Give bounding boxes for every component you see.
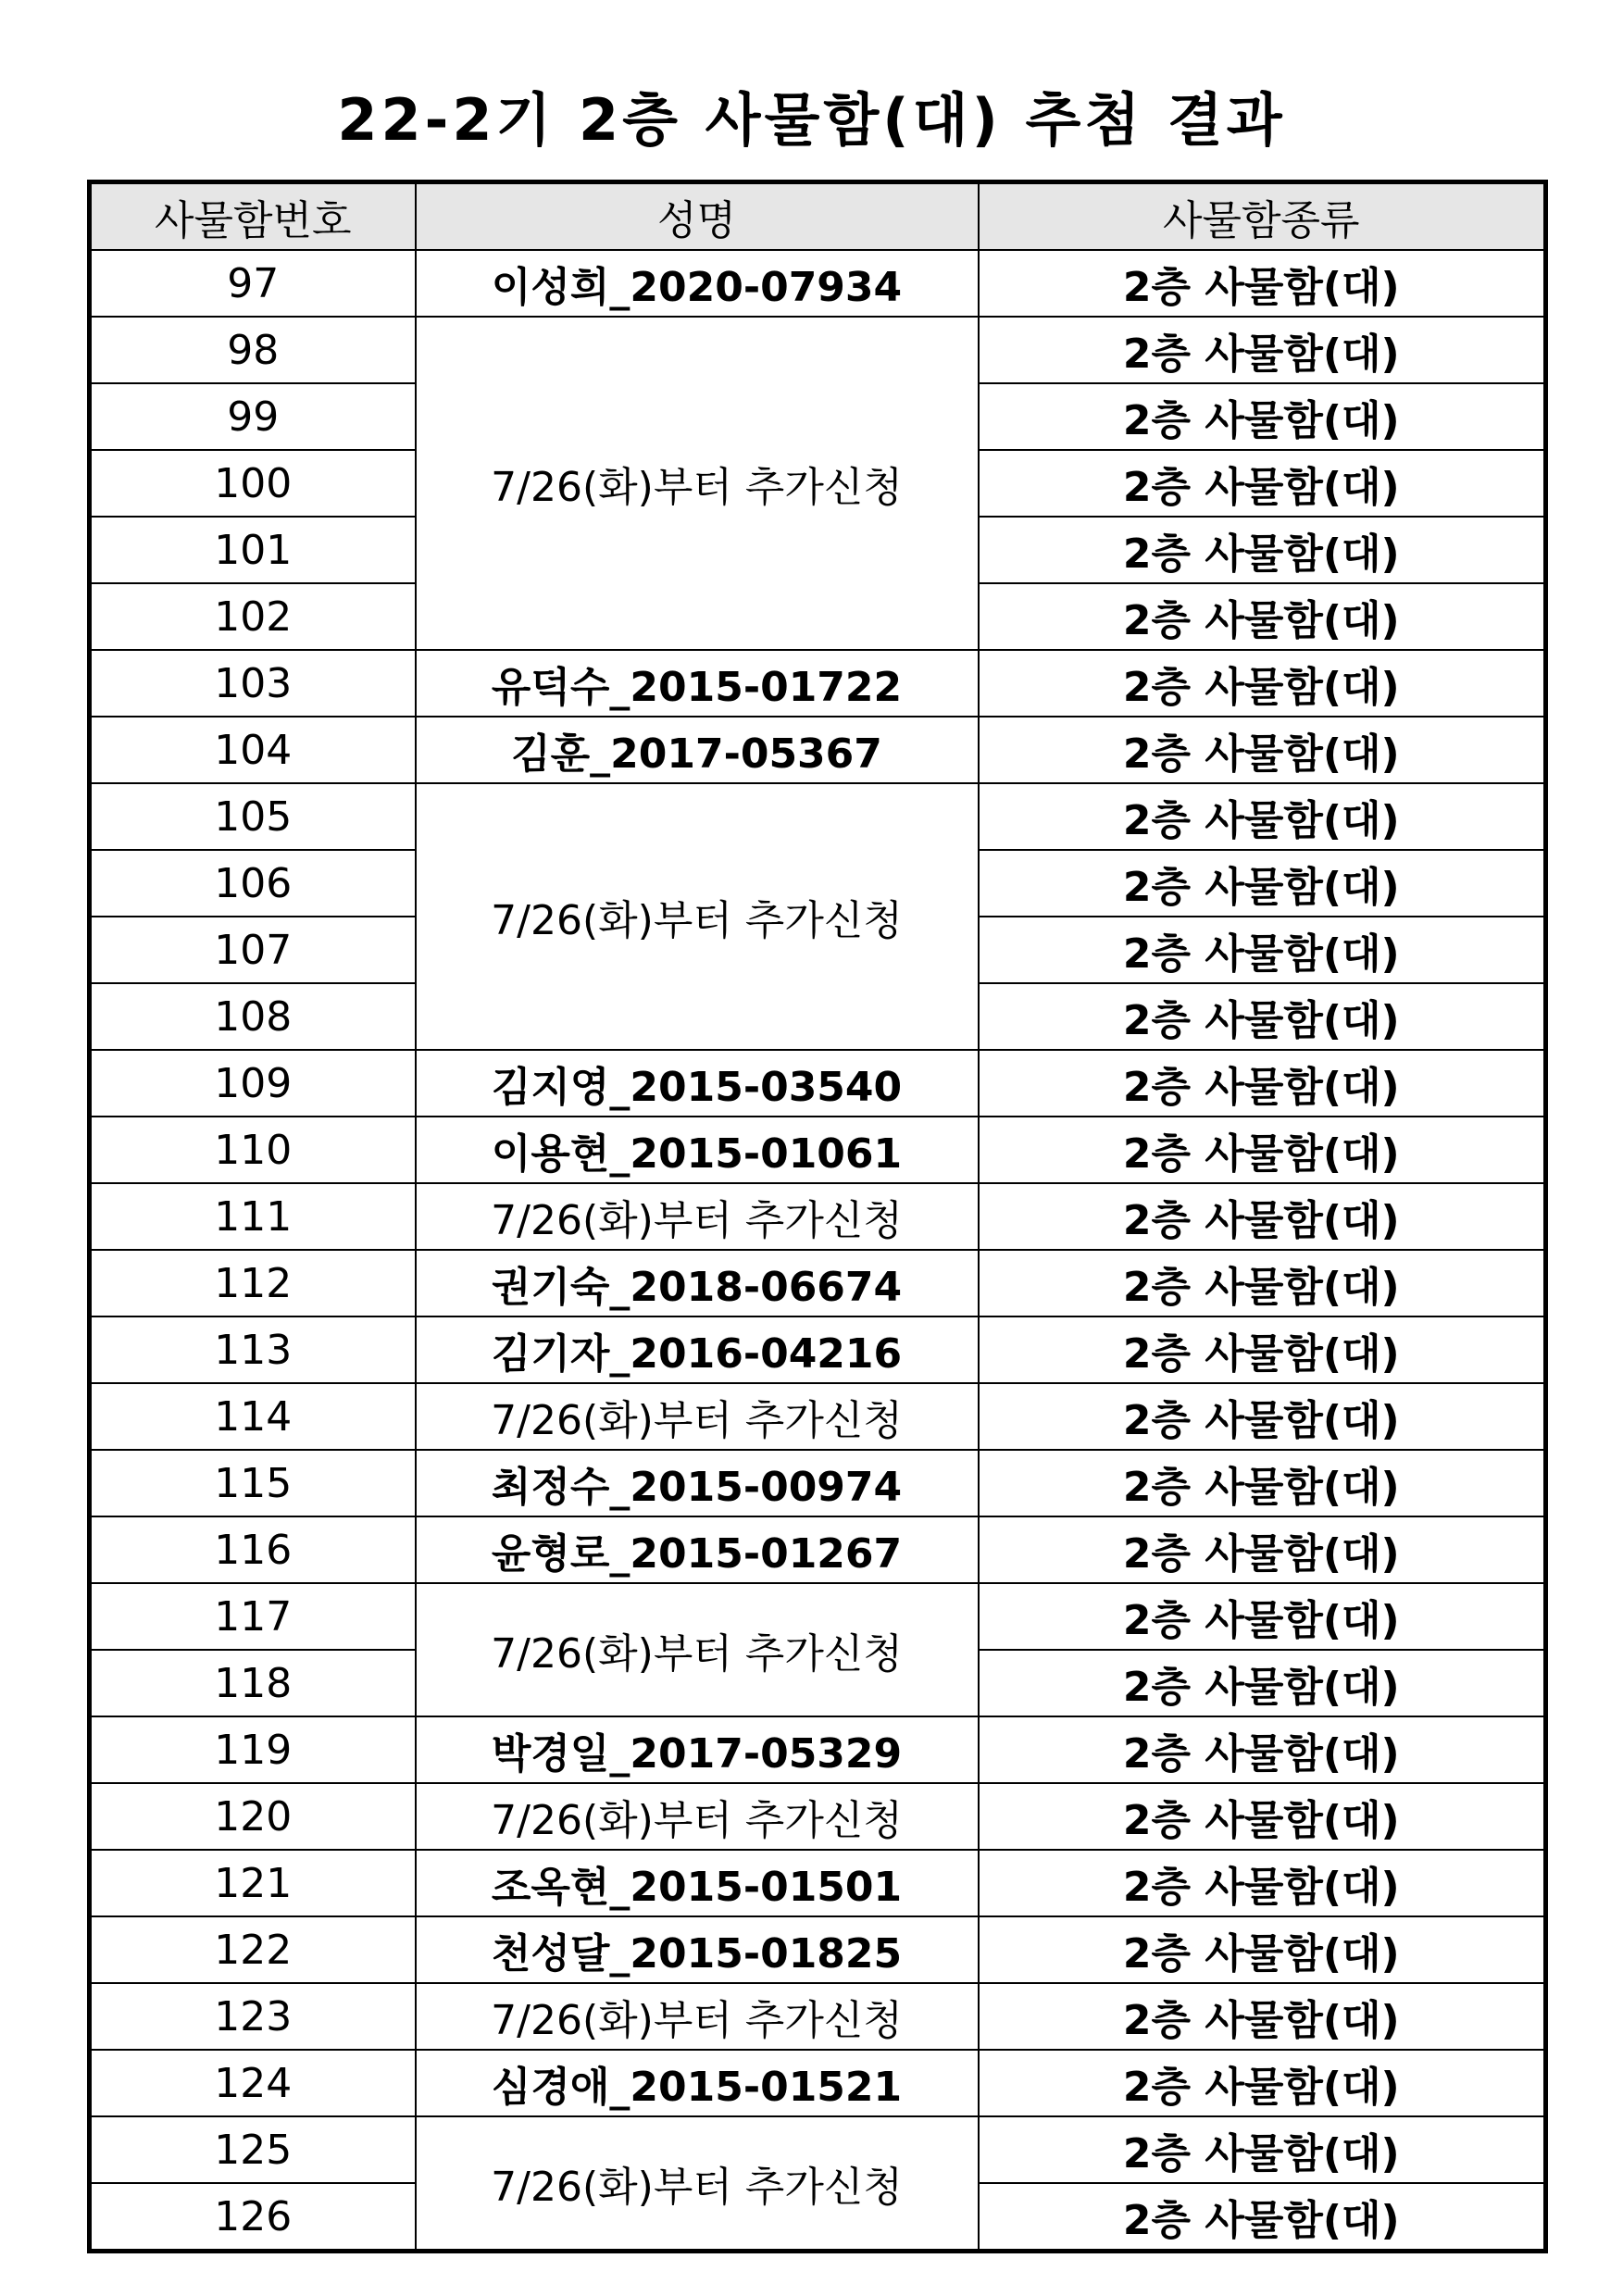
table-row [90, 1250, 1546, 1316]
locker-type-cell: 2층 사물함(대) [979, 1650, 1546, 1716]
locker-type-cell: 2층 사물함(대) [979, 1383, 1546, 1450]
table-row [90, 1850, 1546, 1916]
locker-type-cell: 2층 사물함(대) [979, 1916, 1546, 1983]
assignee-name-cell: 권기숙_2018-06674 [416, 1250, 979, 1316]
locker-number-cell: 111 [90, 1183, 416, 1250]
locker-type-cell: 2층 사물함(대) [979, 1250, 1546, 1316]
locker-type-cell: 2층 사물함(대) [979, 1716, 1546, 1783]
assignee-name-cell: 천성달_2015-01825 [416, 1916, 979, 1983]
locker-type-cell: 2층 사물함(대) [979, 850, 1546, 917]
locker-number-cell: 102 [90, 583, 416, 650]
locker-number-cell: 105 [90, 783, 416, 850]
locker-type-cell: 2층 사물함(대) [979, 383, 1546, 450]
locker-type-cell: 2층 사물함(대) [979, 1850, 1546, 1916]
locker-number-cell: 117 [90, 1583, 416, 1650]
assignee-name-cell: 이용현_2015-01061 [416, 1117, 979, 1183]
assignee-name-cell: 김기자_2016-04216 [416, 1316, 979, 1383]
additional-application-note-cell: 7/26(화)부터 추가신청 [416, 2116, 979, 2252]
locker-type-cell: 2층 사물함(대) [979, 1183, 1546, 1250]
locker-number-cell: 113 [90, 1316, 416, 1383]
locker-type-cell: 2층 사물함(대) [979, 317, 1546, 383]
locker-number-cell: 101 [90, 517, 416, 583]
table-row [90, 1783, 1546, 1850]
assignee-name-cell: 윤형로_2015-01267 [416, 1516, 979, 1583]
header-name: 성명 [416, 182, 979, 251]
header-locker-number: 사물함번호 [90, 182, 416, 251]
assignee-name-cell: 이성희_2020-07934 [416, 250, 979, 317]
locker-type-cell: 2층 사물함(대) [979, 250, 1546, 317]
locker-number-cell: 123 [90, 1983, 416, 2050]
locker-type-cell: 2층 사물함(대) [979, 2050, 1546, 2116]
table-row [90, 1583, 1546, 1650]
locker-number-cell: 97 [90, 250, 416, 317]
locker-number-cell: 124 [90, 2050, 416, 2116]
locker-number-cell: 126 [90, 2183, 416, 2252]
assignee-name-cell: 최정수_2015-00974 [416, 1450, 979, 1516]
locker-type-cell: 2층 사물함(대) [979, 517, 1546, 583]
locker-number-cell: 100 [90, 450, 416, 517]
locker-number-cell: 98 [90, 317, 416, 383]
locker-number-cell: 120 [90, 1783, 416, 1850]
table-row [90, 783, 1546, 850]
assignee-name-cell: 김훈_2017-05367 [416, 717, 979, 783]
locker-type-cell: 2층 사물함(대) [979, 917, 1546, 983]
additional-application-note-cell: 7/26(화)부터 추가신청 [416, 1583, 979, 1716]
table-row [90, 317, 1546, 383]
assignee-name-cell: 유덕수_2015-01722 [416, 650, 979, 717]
locker-number-cell: 107 [90, 917, 416, 983]
locker-number-cell: 119 [90, 1716, 416, 1783]
locker-number-cell: 122 [90, 1916, 416, 1983]
locker-type-cell: 2층 사물함(대) [979, 1983, 1546, 2050]
locker-number-cell: 114 [90, 1383, 416, 1450]
locker-number-cell: 99 [90, 383, 416, 450]
additional-application-note-cell: 7/26(화)부터 추가신청 [416, 783, 979, 1050]
table-row [90, 1050, 1546, 1117]
header-locker-type: 사물함종류 [979, 182, 1546, 251]
locker-type-cell: 2층 사물함(대) [979, 2183, 1546, 2252]
additional-application-note-cell: 7/26(화)부터 추가신청 [416, 1183, 979, 1250]
locker-number-cell: 118 [90, 1650, 416, 1716]
assignee-name-cell: 박경일_2017-05329 [416, 1716, 979, 1783]
table-row [90, 1916, 1546, 1983]
table-row [90, 1450, 1546, 1516]
locker-number-cell: 108 [90, 983, 416, 1050]
assignee-name-cell: 김지영_2015-03540 [416, 1050, 979, 1117]
locker-type-cell: 2층 사물함(대) [979, 1783, 1546, 1850]
table-row [90, 1983, 1546, 2050]
locker-type-cell: 2층 사물함(대) [979, 717, 1546, 783]
table-row [90, 1516, 1546, 1583]
table-row [90, 1183, 1546, 1250]
additional-application-note-cell: 7/26(화)부터 추가신청 [416, 1383, 979, 1450]
locker-number-cell: 115 [90, 1450, 416, 1516]
locker-type-cell: 2층 사물함(대) [979, 583, 1546, 650]
table-row [90, 1316, 1546, 1383]
locker-number-cell: 112 [90, 1250, 416, 1316]
table-row [90, 250, 1546, 317]
locker-number-cell: 121 [90, 1850, 416, 1916]
table-row [90, 2116, 1546, 2183]
locker-number-cell: 125 [90, 2116, 416, 2183]
locker-type-cell: 2층 사물함(대) [979, 2116, 1546, 2183]
locker-type-cell: 2층 사물함(대) [979, 1316, 1546, 1383]
assignee-name-cell: 심경애_2015-01521 [416, 2050, 979, 2116]
locker-type-cell: 2층 사물함(대) [979, 1516, 1546, 1583]
locker-number-cell: 110 [90, 1117, 416, 1183]
locker-number-cell: 106 [90, 850, 416, 917]
locker-type-cell: 2층 사물함(대) [979, 1050, 1546, 1117]
table-row [90, 1716, 1546, 1783]
table-row [90, 717, 1546, 783]
locker-type-cell: 2층 사물함(대) [979, 650, 1546, 717]
table-row [90, 2050, 1546, 2116]
locker-type-cell: 2층 사물함(대) [979, 450, 1546, 517]
locker-number-cell: 109 [90, 1050, 416, 1117]
locker-number-cell: 103 [90, 650, 416, 717]
locker-type-cell: 2층 사물함(대) [979, 983, 1546, 1050]
additional-application-note-cell: 7/26(화)부터 추가신청 [416, 317, 979, 650]
table-row [90, 650, 1546, 717]
locker-type-cell: 2층 사물함(대) [979, 783, 1546, 850]
locker-type-cell: 2층 사물함(대) [979, 1117, 1546, 1183]
locker-type-cell: 2층 사물함(대) [979, 1583, 1546, 1650]
locker-number-cell: 116 [90, 1516, 416, 1583]
table-row [90, 1383, 1546, 1450]
assignee-name-cell: 조옥현_2015-01501 [416, 1850, 979, 1916]
additional-application-note-cell: 7/26(화)부터 추가신청 [416, 1783, 979, 1850]
table-body [90, 250, 1546, 2252]
locker-number-cell: 104 [90, 717, 416, 783]
page-title: 22-2기 2층 사물함(대) 추첨 결과 [337, 86, 1286, 154]
additional-application-note-cell: 7/26(화)부터 추가신청 [416, 1983, 979, 2050]
table-header-row [90, 182, 1546, 251]
locker-type-cell: 2층 사물함(대) [979, 1450, 1546, 1516]
locker-result-table [87, 180, 1548, 2253]
table-row [90, 1117, 1546, 1183]
